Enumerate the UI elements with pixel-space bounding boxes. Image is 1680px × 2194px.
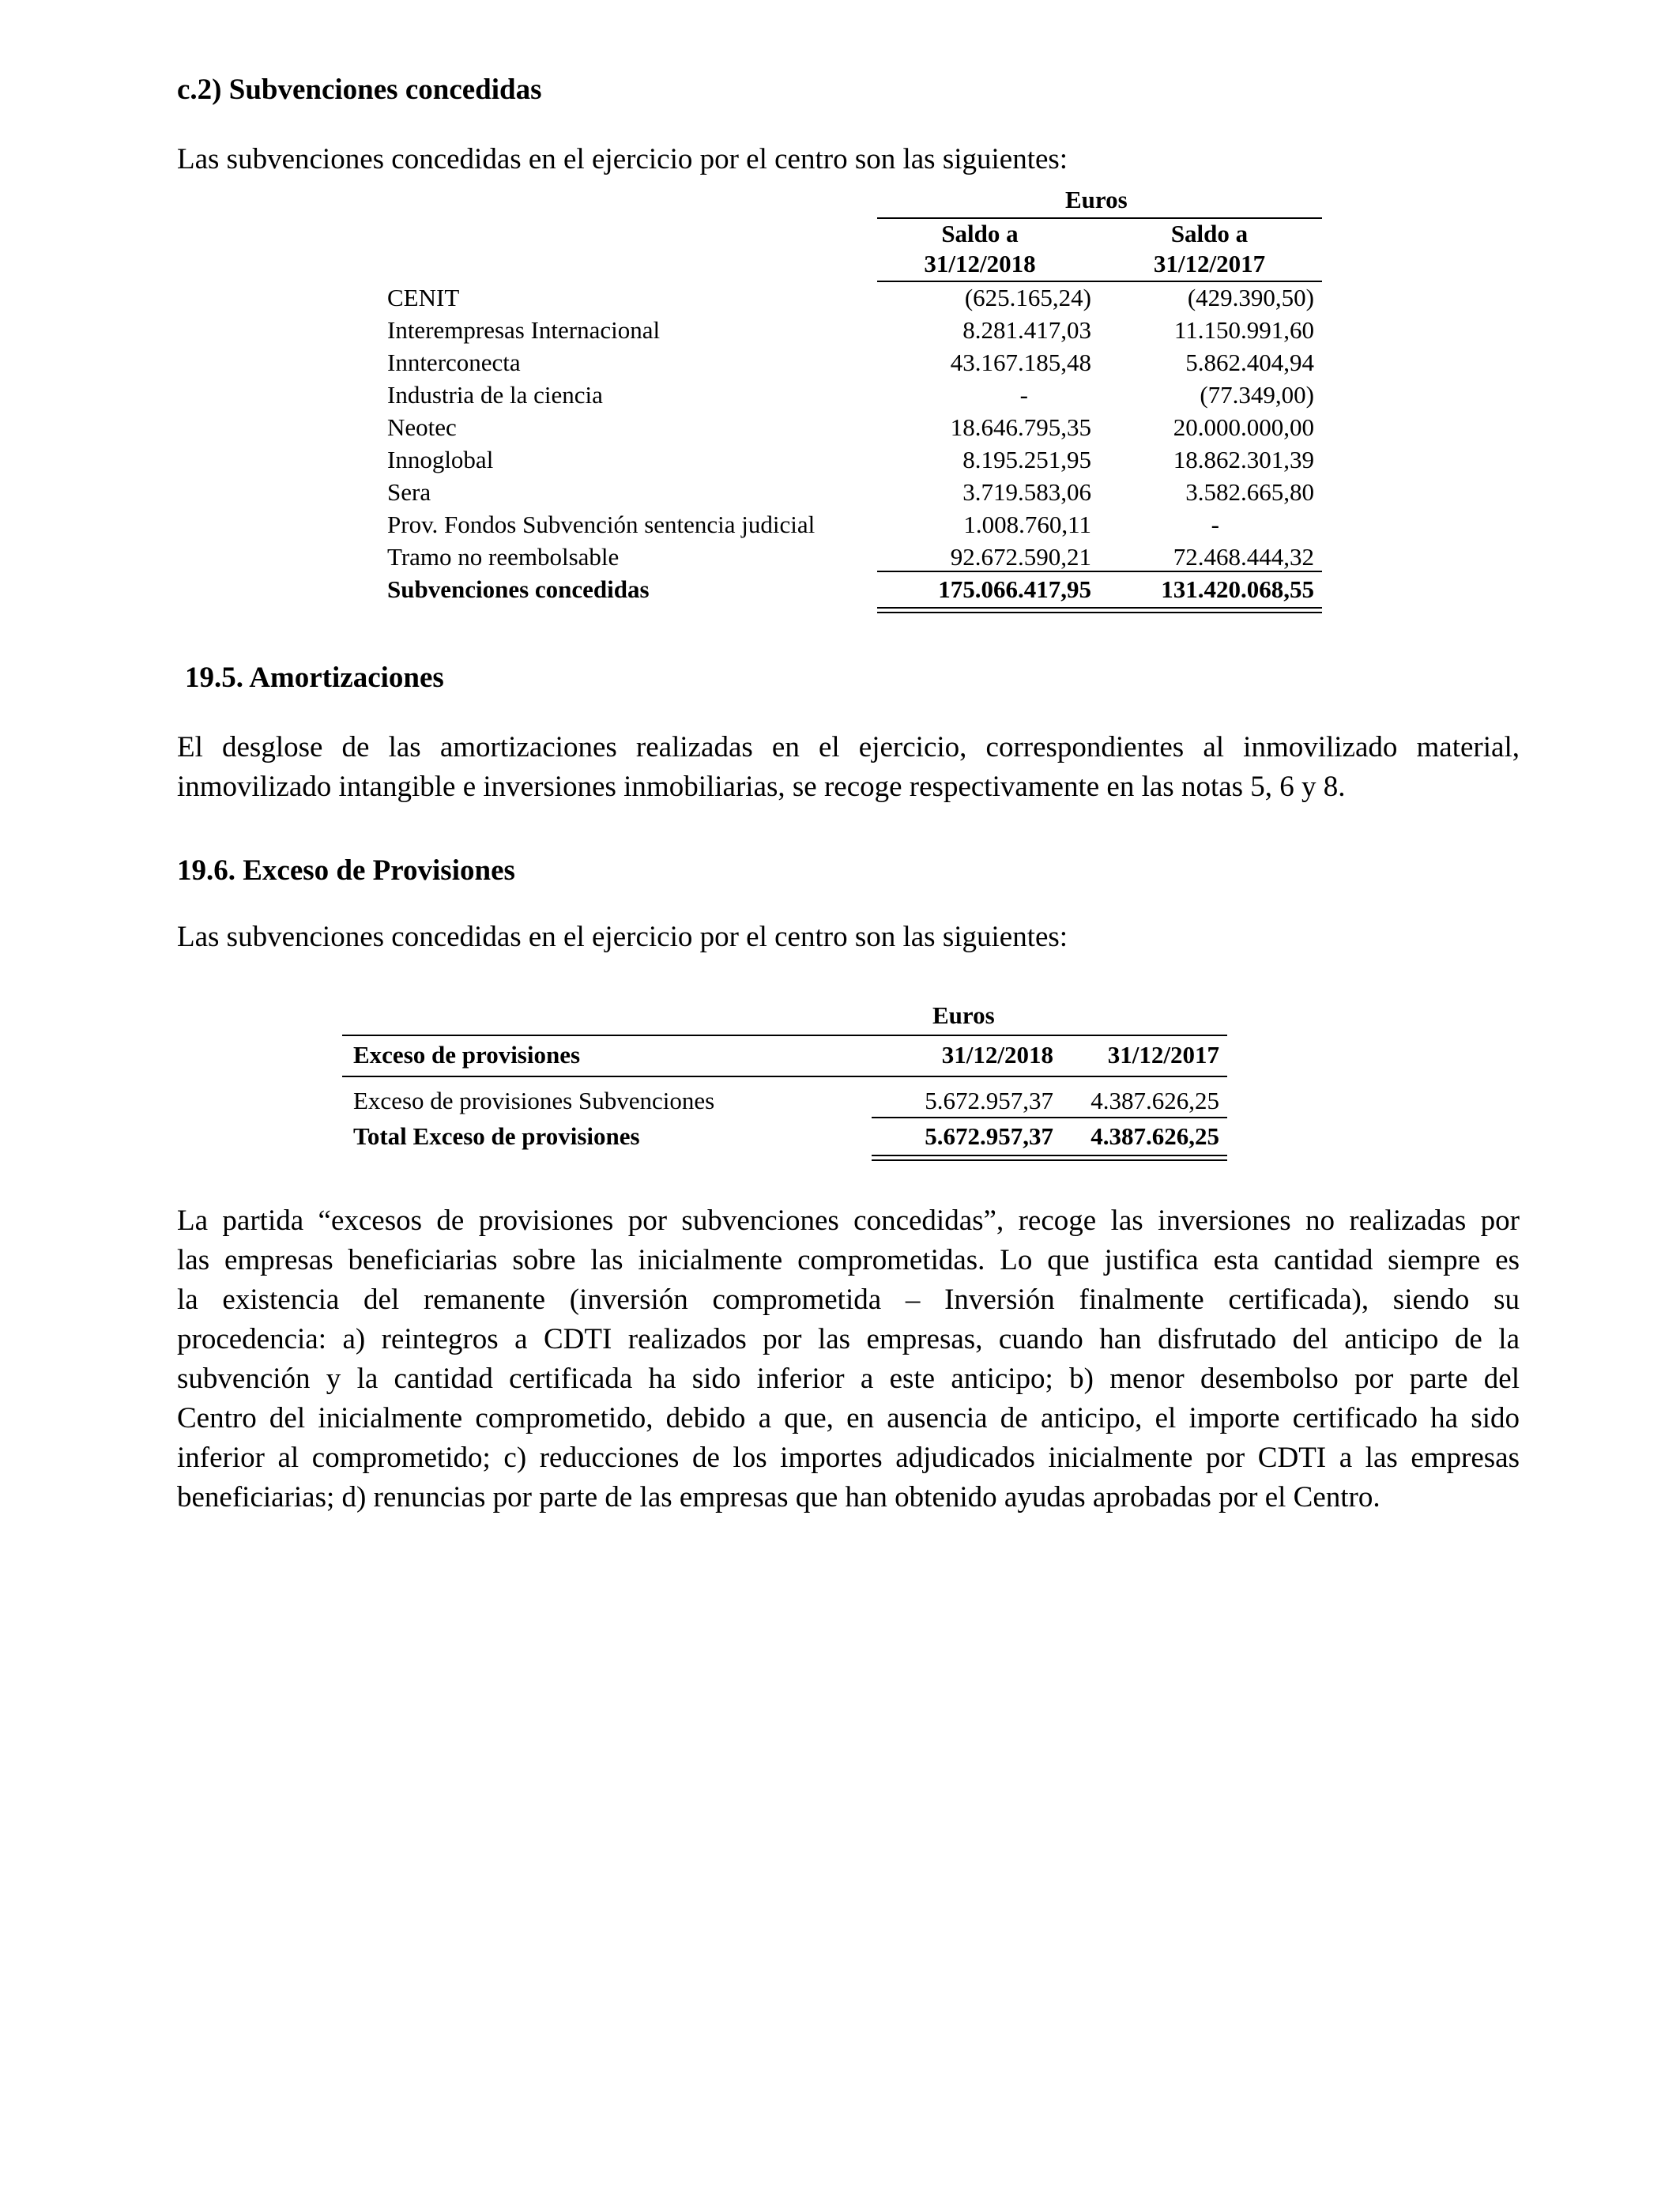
paragraph-line: la existencia del remanente (inversión comprometida – Inversión finalmente certificada), siendo su <box>177 1284 1520 1316</box>
row-value-2017: 4.387.626,25 <box>1090 1087 1219 1114</box>
total-top-rule <box>872 1117 1227 1118</box>
section-196-intro: Las subvenciones concedidas en el ejercicio por el centro son las siguientes: <box>177 921 1068 953</box>
section-195-paragraph <box>177 728 1520 807</box>
total-value-2018: 5.672.957,37 <box>925 1122 1053 1150</box>
header-bottom-rule <box>342 1076 1227 1077</box>
total-row <box>342 1119 1227 1154</box>
row-label: Innoglobal <box>387 446 494 473</box>
total-value-2017: 4.387.626,25 <box>1090 1122 1219 1150</box>
table-row <box>386 314 1322 346</box>
row-value-2018: (625.165,24) <box>964 284 1091 311</box>
paragraph-line: las empresas beneficiarias sobre las inicialmente comprometidas. Lo que justifica esta cantidad siempre es <box>177 1244 1520 1276</box>
row-label: Interempresas Internacional <box>387 316 661 344</box>
total-value-2018: 175.066.417,95 <box>938 575 1091 603</box>
row-value-2018: 8.195.251,95 <box>962 446 1091 473</box>
total-double-rule-2 <box>877 612 1322 613</box>
euros-header: Euros <box>932 1001 995 1029</box>
table-header-row <box>342 1038 1227 1072</box>
table-row <box>386 508 1322 541</box>
col-2017-header <box>1097 219 1322 279</box>
row-value-2017: 5.862.404,94 <box>1185 349 1314 376</box>
table-row <box>342 1084 1227 1118</box>
row-label: Prov. Fondos Subvención sentencia judicial <box>387 511 816 538</box>
paragraph-line: La partida “excesos de provisiones por subvenciones concedidas”, recoge las inversiones no realizadas por <box>177 1204 1520 1237</box>
table-row <box>386 443 1322 476</box>
row-value-2018: 3.719.583,06 <box>962 478 1091 506</box>
row-value-2017: (429.390,50) <box>1187 284 1314 311</box>
row-label: Exceso de provisiones Subvenciones <box>353 1087 715 1114</box>
table-row <box>386 541 1322 573</box>
row-value-2018: 43.167.185,48 <box>950 349 1091 376</box>
paragraph-line: inferior al comprometido; c) reducciones de los importes adjudicados inicialmente por CDTI a las empresas <box>177 1442 1520 1474</box>
row-value-2017: (77.349,00) <box>1200 381 1314 409</box>
table-row <box>386 476 1322 508</box>
row-value-2017: 18.862.301,39 <box>1173 446 1314 473</box>
col-2017-header-line2: 31/12/2017 <box>1153 250 1266 277</box>
paragraph-line: subvención y la cantidad certificada ha sido inferior a este anticipo; b) menor desembolso por parte del <box>177 1363 1520 1395</box>
total-label: Total Exceso de provisiones <box>353 1122 640 1150</box>
total-row <box>386 573 1322 605</box>
row-value-2017: 72.468.444,32 <box>1173 543 1314 571</box>
row-value-2017: 11.150.991,60 <box>1173 316 1314 344</box>
paragraph-line: Centro del inicialmente comprometido, debido a que, en ausencia de anticipo, el importe certificado ha sido <box>177 1402 1520 1434</box>
row-value-2018: 1.008.760,11 <box>963 511 1091 538</box>
closing-paragraph <box>177 1201 1520 1517</box>
col-2018-header <box>877 219 1083 279</box>
row-label: Industria de la ciencia <box>387 381 603 409</box>
row-value-2018: 8.281.417,03 <box>962 316 1091 344</box>
header-label: Exceso de provisiones <box>353 1041 581 1069</box>
col-2017-header: 31/12/2017 <box>1107 1041 1219 1069</box>
total-double-rule-1 <box>872 1155 1227 1156</box>
euros-header: Euros <box>1065 186 1128 213</box>
table-row <box>386 281 1322 314</box>
table-row <box>386 379 1322 411</box>
row-label: Innterconecta <box>387 349 521 376</box>
section-c2-heading: c.2) Subvenciones concedidas <box>177 74 542 106</box>
paragraph-line: El desglose de las amortizaciones realizadas en el ejercicio, correspondientes al inmovilizado material, <box>177 731 1520 763</box>
total-double-rule-2 <box>872 1159 1227 1161</box>
row-value-2018: - <box>1019 381 1028 409</box>
paragraph-line: procedencia: a) reintegros a CDTI realizados por las empresas, cuando han disfrutado del anticipo de la <box>177 1323 1520 1355</box>
section-195-heading: 19.5. Amortizaciones <box>185 662 444 694</box>
total-label: Subvenciones concedidas <box>387 575 650 603</box>
paragraph-line: inmovilizado intangible e inversiones inmobiliarias, se recoge respectivamente en las notas 5, 6 y 8. <box>177 771 1346 803</box>
total-value-2017: 131.420.068,55 <box>1161 575 1314 603</box>
paragraph-line: beneficiarias; d) renuncias por parte de las empresas que han obtenido ayudas aprobadas por el Centro. <box>177 1481 1381 1514</box>
table-row <box>386 346 1322 379</box>
section-c2-intro: Las subvenciones concedidas en el ejercicio por el centro son las siguientes: <box>177 143 1068 175</box>
total-top-rule <box>877 571 1322 572</box>
col-2018-header-line2: 31/12/2018 <box>924 250 1036 277</box>
row-value-2018: 5.672.957,37 <box>925 1087 1053 1114</box>
header-top-rule <box>342 1035 1227 1036</box>
row-value-2018: 18.646.795,35 <box>950 413 1091 441</box>
table-row <box>386 411 1322 443</box>
row-label: Tramo no reembolsable <box>387 543 620 571</box>
row-label: CENIT <box>387 284 460 311</box>
col-2017-header-line1: Saldo a <box>1170 220 1249 247</box>
section-196-heading: 19.6. Exceso de Provisiones <box>177 854 515 887</box>
total-double-rule-1 <box>877 607 1322 609</box>
row-label: Neotec <box>387 413 457 441</box>
col-2018-header: 31/12/2018 <box>941 1041 1053 1069</box>
row-label: Sera <box>387 478 431 506</box>
row-value-2017: - <box>1211 511 1219 538</box>
row-value-2017: 20.000.000,00 <box>1173 413 1314 441</box>
col-2018-header-line1: Saldo a <box>941 220 1019 247</box>
row-value-2017: 3.582.665,80 <box>1185 478 1314 506</box>
row-value-2018: 92.672.590,21 <box>950 543 1091 571</box>
